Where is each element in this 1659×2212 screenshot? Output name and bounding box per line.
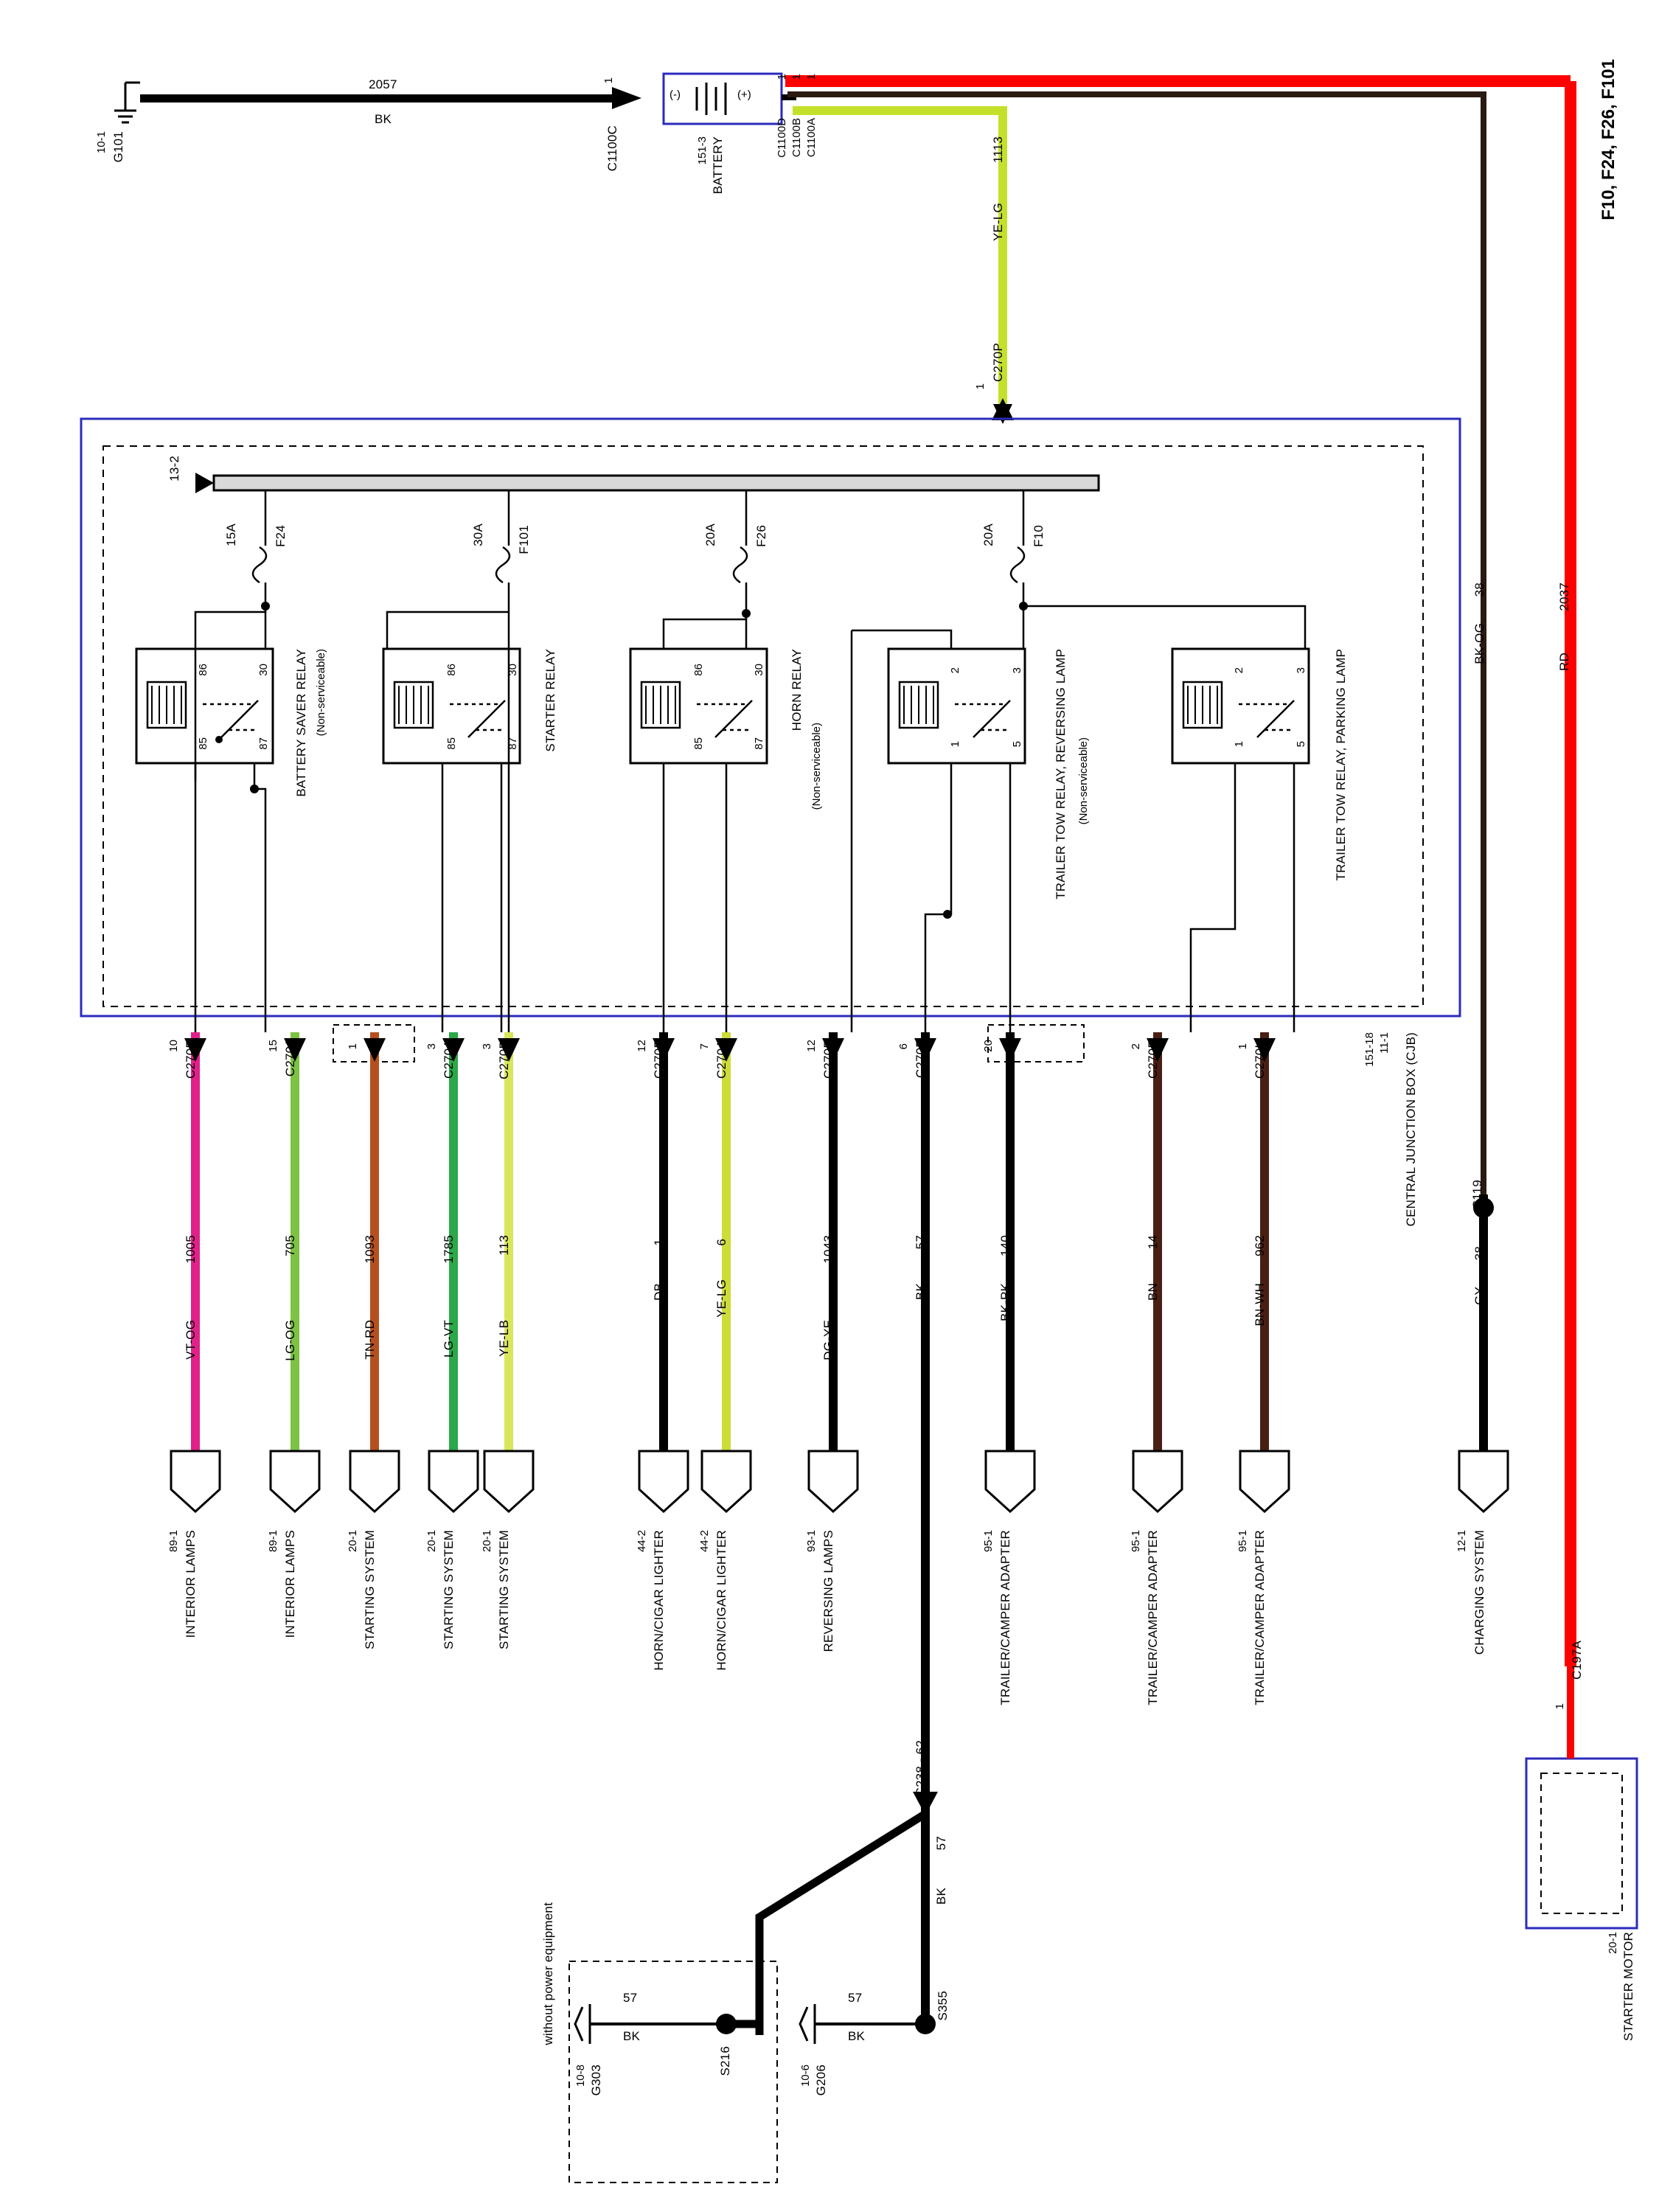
out8-connector: C270F bbox=[914, 1040, 928, 1079]
out12-circuit: 38 bbox=[1472, 1246, 1486, 1261]
power-equipment-note: without power equipment bbox=[541, 1902, 555, 2045]
out9-pin: 20 bbox=[982, 1040, 995, 1052]
out2-color: TN-RD bbox=[363, 1320, 377, 1360]
out3-dest: STARTING SYSTEM bbox=[442, 1530, 456, 1650]
g303-color: BK bbox=[623, 2029, 641, 2043]
out12-color: GY bbox=[1472, 1287, 1486, 1305]
circuit-1113-number: 1113 bbox=[991, 136, 1005, 164]
out1-connector: C270J bbox=[283, 1040, 297, 1077]
relay4-pin-3: 3 bbox=[1011, 667, 1023, 673]
out4-dest: STARTING SYSTEM bbox=[497, 1530, 511, 1650]
ground-g101-ref: 10-1 bbox=[95, 131, 108, 154]
relay1-name: BATTERY SAVER RELAY bbox=[294, 649, 308, 797]
relay4-pin-2: 2 bbox=[949, 667, 961, 673]
relay3-note: (Non-serviceable) bbox=[810, 723, 823, 810]
out6-dest: HORN/CIGAR LIGHTER bbox=[714, 1530, 728, 1671]
out0-circuit: 1005 bbox=[184, 1235, 198, 1264]
g303-name: G303 bbox=[589, 2065, 603, 2096]
connector-c1100c: C1100C bbox=[605, 125, 619, 172]
fuse-f10-rating: 20A bbox=[981, 524, 995, 546]
out5-circuit: 1 bbox=[652, 1239, 666, 1246]
starter-pin: 1 bbox=[1554, 1703, 1566, 1709]
out2-circuit: 1093 bbox=[363, 1235, 377, 1264]
out5-ref: 44-2 bbox=[636, 1530, 648, 1553]
out5-color: DB bbox=[652, 1283, 666, 1301]
relay4-note: (Non-serviceable) bbox=[1077, 737, 1090, 825]
out6-circuit: 6 bbox=[714, 1239, 728, 1246]
relay5-pin-2: 2 bbox=[1233, 667, 1245, 673]
out8-pin: 6 bbox=[897, 1043, 910, 1049]
battery-pin-d: 1 bbox=[776, 73, 788, 80]
relay4-pin-1: 1 bbox=[949, 740, 961, 747]
out7-color: DG-YE bbox=[821, 1320, 835, 1360]
connector-c238: C238 - 62 bbox=[914, 1740, 928, 1797]
starter-motor-ref: 20-1 bbox=[1607, 1932, 1619, 1955]
out7-ref: 93-1 bbox=[805, 1530, 818, 1553]
circuit-2037-color: RD bbox=[1557, 653, 1571, 671]
out6-pin: 7 bbox=[698, 1043, 711, 1049]
relay3-pin-30: 30 bbox=[753, 664, 765, 676]
connector-c1100b: C1100B bbox=[790, 118, 803, 158]
out5-dest: HORN/CIGAR LIGHTER bbox=[652, 1530, 666, 1671]
out6-ref: 44-2 bbox=[698, 1530, 711, 1553]
connector-c1100a: C1100A bbox=[805, 118, 818, 158]
out12-dest: CHARGING SYSTEM bbox=[1472, 1530, 1486, 1655]
out6-color: YE-LG bbox=[714, 1279, 728, 1318]
fuse-f24-name: F24 bbox=[274, 525, 288, 547]
relay1-pin-85: 85 bbox=[197, 737, 209, 750]
relay1-pin-30: 30 bbox=[257, 664, 270, 676]
out0-color: VT-OG bbox=[184, 1320, 198, 1360]
out8-color: BK bbox=[914, 1283, 928, 1301]
out4-pin: 3 bbox=[481, 1043, 493, 1049]
out1-dest: INTERIOR LAMPS bbox=[283, 1530, 297, 1638]
circuit-2037-number: 2037 bbox=[1557, 582, 1571, 611]
out10-connector: C270E bbox=[1146, 1040, 1160, 1079]
out1-ref: 89-1 bbox=[267, 1530, 279, 1553]
out9-circuit: 140 bbox=[998, 1235, 1012, 1256]
out12-ref: 12-1 bbox=[1455, 1530, 1468, 1553]
relay2-pin-85: 85 bbox=[445, 737, 458, 750]
cjb-ref-1: 11-1 bbox=[1378, 1032, 1391, 1054]
out3-circuit: 1785 bbox=[442, 1235, 456, 1264]
out11-circuit: 962 bbox=[1253, 1235, 1267, 1256]
out11-ref: 95-1 bbox=[1237, 1530, 1249, 1553]
fuse-f26-name: F26 bbox=[754, 525, 768, 547]
battery-label: BATTERY bbox=[711, 136, 725, 195]
out4-circuit: 113 bbox=[497, 1235, 511, 1256]
relay5-name: TRAILER TOW RELAY, PARKING LAMP bbox=[1334, 649, 1348, 881]
out7-circuit: 1043 bbox=[821, 1235, 835, 1264]
out11-color: BN-WH bbox=[1253, 1283, 1267, 1326]
battery-pin-a: 1 bbox=[805, 73, 818, 80]
g206-color: BK bbox=[848, 2029, 866, 2043]
ground-g101-label: G101 bbox=[111, 131, 125, 163]
trunk-circuit: 57 bbox=[934, 1836, 948, 1851]
relay4-name: TRAILER TOW RELAY, REVERSING LAMP bbox=[1054, 649, 1068, 900]
out11-connector: C270K bbox=[1253, 1040, 1267, 1079]
out10-circuit: 14 bbox=[1146, 1235, 1160, 1250]
relay2-pin-87: 87 bbox=[507, 737, 519, 750]
fuses-title: F10, F24, F26, F101 bbox=[1599, 59, 1618, 220]
cjb-bus-ref: 13-2 bbox=[167, 456, 181, 481]
relay1-pin-86: 86 bbox=[197, 664, 209, 676]
battery-ref: 151-3 bbox=[696, 136, 709, 165]
relay3-pin-86: 86 bbox=[692, 664, 705, 676]
circuit-2057-number: 2057 bbox=[369, 77, 397, 91]
relay5-pin-1: 1 bbox=[1233, 740, 1245, 747]
g206-circuit: 57 bbox=[848, 1991, 863, 2005]
g206-ref: 10-6 bbox=[799, 2065, 812, 2087]
out3-connector: C270A bbox=[442, 1040, 456, 1079]
out7-dest: REVERSING LAMPS bbox=[821, 1530, 835, 1652]
g206-name: G206 bbox=[814, 2065, 828, 2096]
pin-c270p: 1 bbox=[974, 383, 987, 389]
circuit-2057-color: BK bbox=[375, 112, 392, 126]
out0-connector: C270E bbox=[184, 1040, 198, 1079]
splice-s216: S216 bbox=[718, 2046, 732, 2076]
circuit-1113-color: YE-LG bbox=[991, 203, 1005, 242]
out0-pin: 10 bbox=[167, 1040, 180, 1052]
out5-connector: C270E bbox=[652, 1040, 666, 1079]
out7-connector: C270B bbox=[821, 1040, 835, 1079]
out9-ref: 95-1 bbox=[982, 1530, 995, 1553]
relay3-name: HORN RELAY bbox=[790, 649, 804, 731]
connector-c270p: C270P bbox=[991, 343, 1005, 382]
out9-color: BK-PK bbox=[998, 1283, 1012, 1322]
relay2-name: STARTER RELAY bbox=[543, 649, 557, 752]
relay5-pin-5: 5 bbox=[1295, 740, 1307, 747]
relay3-pin-87: 87 bbox=[753, 737, 765, 750]
relay3-pin-85: 85 bbox=[692, 737, 705, 750]
relay4-pin-5: 5 bbox=[1011, 740, 1023, 747]
relay1-pin-87: 87 bbox=[257, 737, 270, 750]
trunk-color: BK bbox=[934, 1888, 948, 1905]
splice-s119: S119 bbox=[1470, 1180, 1484, 1209]
out7-pin: 12 bbox=[805, 1040, 818, 1052]
out2-dest: STARTING SYSTEM bbox=[363, 1530, 377, 1650]
out10-pin: 2 bbox=[1130, 1043, 1142, 1049]
out3-color: LG-VT bbox=[442, 1320, 456, 1358]
out8-circuit: 57 bbox=[914, 1235, 928, 1250]
out3-ref: 20-1 bbox=[425, 1530, 438, 1553]
relay5-pin-3: 3 bbox=[1295, 667, 1307, 673]
out9-dest: TRAILER/CAMPER ADAPTER bbox=[998, 1530, 1012, 1705]
pin-c1100c: 1 bbox=[602, 77, 615, 83]
fuse-f26-rating: 20A bbox=[703, 524, 717, 546]
relay2-pin-86: 86 bbox=[445, 664, 458, 676]
fuse-f101-rating: 30A bbox=[471, 524, 485, 546]
out1-pin: 15 bbox=[267, 1040, 279, 1052]
out2-pin: 1 bbox=[347, 1043, 359, 1049]
out1-circuit: 705 bbox=[283, 1235, 297, 1256]
fuse-f101-name: F101 bbox=[517, 525, 531, 554]
fuse-f10-name: F10 bbox=[1032, 525, 1046, 547]
circuit-38-color: BK-OG bbox=[1472, 623, 1486, 664]
battery-neg: (-) bbox=[669, 88, 681, 101]
relay2-pin-30: 30 bbox=[507, 664, 519, 676]
out0-ref: 89-1 bbox=[167, 1530, 180, 1553]
out4-color: YE-LB bbox=[497, 1320, 511, 1357]
g303-ref: 10-8 bbox=[574, 2065, 587, 2087]
cjb-ref-2: 151-18 bbox=[1363, 1032, 1376, 1067]
cjb-title: CENTRAL JUNCTION BOX (CJB) bbox=[1404, 1032, 1418, 1227]
out4-connector: C270D bbox=[497, 1040, 511, 1079]
out2-ref: 20-1 bbox=[347, 1530, 359, 1553]
out5-pin: 12 bbox=[636, 1040, 648, 1052]
out11-pin: 1 bbox=[1237, 1043, 1249, 1049]
connector-c1100d: C1100D bbox=[776, 118, 788, 158]
out3-pin: 3 bbox=[425, 1043, 438, 1049]
connector-c197a: C197A bbox=[1570, 1641, 1584, 1680]
out10-dest: TRAILER/CAMPER ADAPTER bbox=[1146, 1530, 1160, 1705]
starter-motor-name: STARTER MOTOR bbox=[1621, 1932, 1635, 2042]
out10-color: BN bbox=[1146, 1283, 1160, 1301]
relay1-note: (Non-serviceable) bbox=[315, 649, 327, 737]
battery-pin-b: 1 bbox=[790, 73, 803, 80]
out0-dest: INTERIOR LAMPS bbox=[184, 1530, 198, 1638]
out11-dest: TRAILER/CAMPER ADAPTER bbox=[1253, 1530, 1267, 1705]
out4-ref: 20-1 bbox=[481, 1530, 493, 1553]
battery-pos: (+) bbox=[737, 88, 751, 101]
g303-circuit: 57 bbox=[623, 1991, 638, 2005]
out6-connector: C270A bbox=[714, 1040, 728, 1079]
fuse-f24-rating: 15A bbox=[224, 524, 238, 546]
splice-s355: S355 bbox=[936, 1991, 950, 2021]
out10-ref: 95-1 bbox=[1130, 1530, 1142, 1553]
circuit-38-number: 38 bbox=[1472, 582, 1486, 597]
out1-color: LG-OG bbox=[283, 1320, 297, 1361]
